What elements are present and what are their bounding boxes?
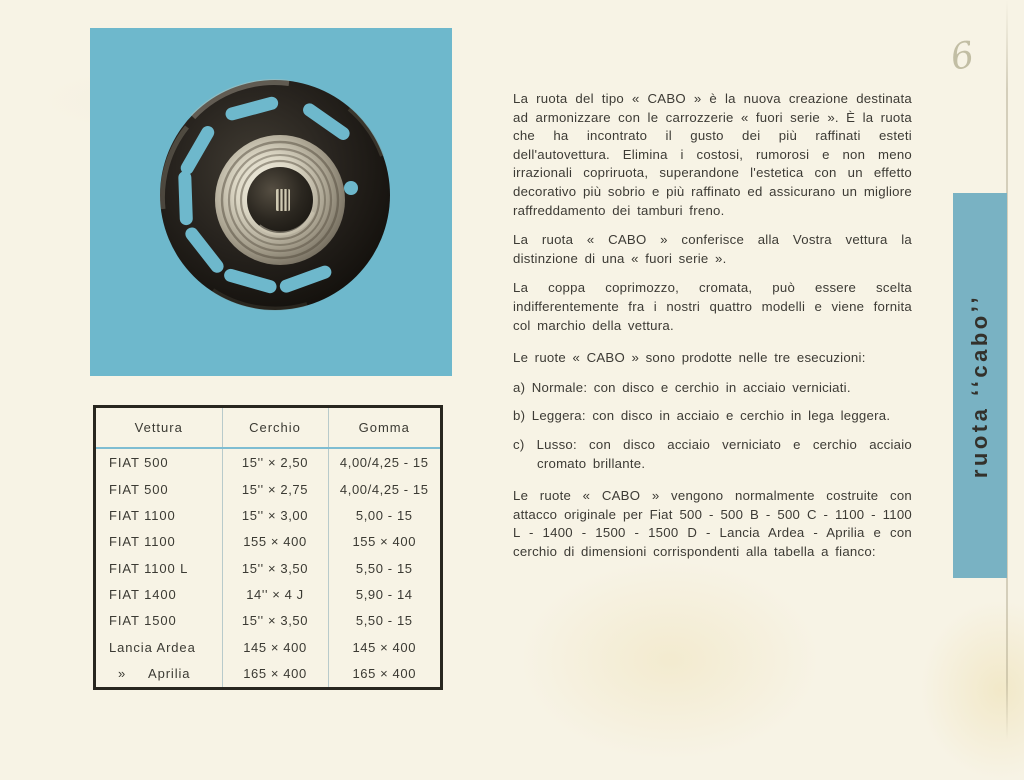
cell-cerchio: 14'' × 4 J bbox=[222, 581, 328, 607]
cell-vettura: » Aprilia bbox=[109, 666, 191, 682]
cell-cerchio: 155 × 400 bbox=[222, 529, 328, 555]
table-row bbox=[96, 661, 440, 687]
cell-vettura: Lancia Ardea bbox=[109, 639, 196, 655]
paper-stain bbox=[920, 600, 1024, 780]
cabo-wheel-photo bbox=[90, 28, 452, 376]
cell-gomma: 155 × 400 bbox=[328, 529, 440, 555]
table-row bbox=[96, 502, 440, 528]
execution-item-a: a) Normale: con disco e cerchio in acciaio verniciati. bbox=[513, 379, 851, 395]
table-row bbox=[96, 608, 440, 634]
paragraph-distinction: La ruota « CABO » conferisce alla Vostra vettura la distinzione di una « fuori serie ». bbox=[513, 232, 912, 266]
paragraph-esecuzioni: Le ruote « CABO » sono prodotte nelle tre esecuzioni: bbox=[513, 350, 866, 366]
paper-stain bbox=[520, 560, 820, 760]
cell-cerchio: 15'' × 3,00 bbox=[222, 502, 328, 528]
table-row bbox=[96, 476, 440, 502]
paragraph-closing: Le ruote « CABO » vengono normalmente costruite con attacco originale per Fiat 500 - 500 B - 500 C - 1100 - 1100 L - 1400 - 1500 - 1500 D - Lancia Ardea - Aprilia e con cerchio di dimensioni corrispondenti alla tabella a fianco: bbox=[513, 488, 912, 559]
cell-vettura: FIAT 1500 bbox=[109, 613, 177, 629]
paragraph-coppa: La coppa coprimozzo, cromata, può essere scelta indifferentemente fra i nostri quattro modelli e viene fornita col marchio della vettura. bbox=[513, 280, 912, 333]
fiat-badge bbox=[276, 189, 290, 211]
table-row bbox=[96, 555, 440, 581]
cell-gomma: 165 × 400 bbox=[328, 661, 440, 687]
cell-cerchio: 165 × 400 bbox=[222, 661, 328, 687]
cell-cerchio: 15'' × 3,50 bbox=[222, 608, 328, 634]
table-row bbox=[96, 529, 440, 555]
side-tab-label: ruota ‘‘cabo’’ bbox=[967, 293, 992, 478]
cell-cerchio: 15'' × 2,50 bbox=[222, 448, 328, 476]
dimensions-table bbox=[93, 405, 443, 690]
cell-gomma: 5,90 - 14 bbox=[328, 581, 440, 607]
table-row bbox=[96, 581, 440, 607]
cell-vettura: FIAT 1100 bbox=[109, 534, 176, 550]
table-row bbox=[96, 448, 440, 476]
cell-vettura: FIAT 500 bbox=[109, 454, 169, 470]
cell-cerchio: 145 × 400 bbox=[222, 634, 328, 660]
cell-gomma: 5,50 - 15 bbox=[328, 555, 440, 581]
header-vettura: Vettura bbox=[96, 408, 222, 448]
cell-gomma: 4,00/4,25 - 15 bbox=[328, 476, 440, 502]
wheel-photo-block bbox=[90, 28, 452, 376]
cell-gomma: 5,00 - 15 bbox=[328, 502, 440, 528]
cell-vettura: FIAT 1100 L bbox=[109, 560, 189, 576]
cell-gomma: 145 × 400 bbox=[328, 634, 440, 660]
execution-item-c: c) Lusso: con disco acciaio verniciato e cerchio acciaio cromato brillante. bbox=[513, 436, 912, 471]
cell-gomma: 5,50 - 15 bbox=[328, 608, 440, 634]
table-row bbox=[96, 634, 440, 660]
table-header-row bbox=[96, 408, 440, 448]
execution-item-b: b) Leggera: con disco in acciaio e cerchio in lega leggera. bbox=[513, 408, 891, 424]
cell-vettura: FIAT 1100 bbox=[109, 507, 176, 523]
cell-vettura: FIAT 500 bbox=[109, 481, 169, 497]
handwritten-page-number: 6 bbox=[947, 34, 978, 79]
header-cerchio: Cerchio bbox=[222, 408, 328, 448]
cell-gomma: 4,00/4,25 - 15 bbox=[328, 448, 440, 476]
paragraph-intro: La ruota del tipo « CABO » è la nuova creazione destinata ad armonizzare con le carrozzerie « fuori serie ». È la ruota che ha incontrato il gusto dei più raffinati esteti dell'autovettura. Elimina i costosi, rumorosi e non meno irrazionali copriruota, superandone l'estetica con un effetto decorativo più sobrio e più raffinato ed assicurano un migliore raffreddamento dei tamburi freno. bbox=[513, 91, 912, 218]
cell-cerchio: 15'' × 2,75 bbox=[222, 476, 328, 502]
cell-cerchio: 15'' × 3,50 bbox=[222, 555, 328, 581]
cell-vettura: FIAT 1400 bbox=[109, 587, 177, 603]
header-gomma: Gomma bbox=[328, 408, 440, 448]
side-tab-ruota-cabo bbox=[953, 193, 1007, 578]
body-text-column bbox=[513, 90, 912, 572]
